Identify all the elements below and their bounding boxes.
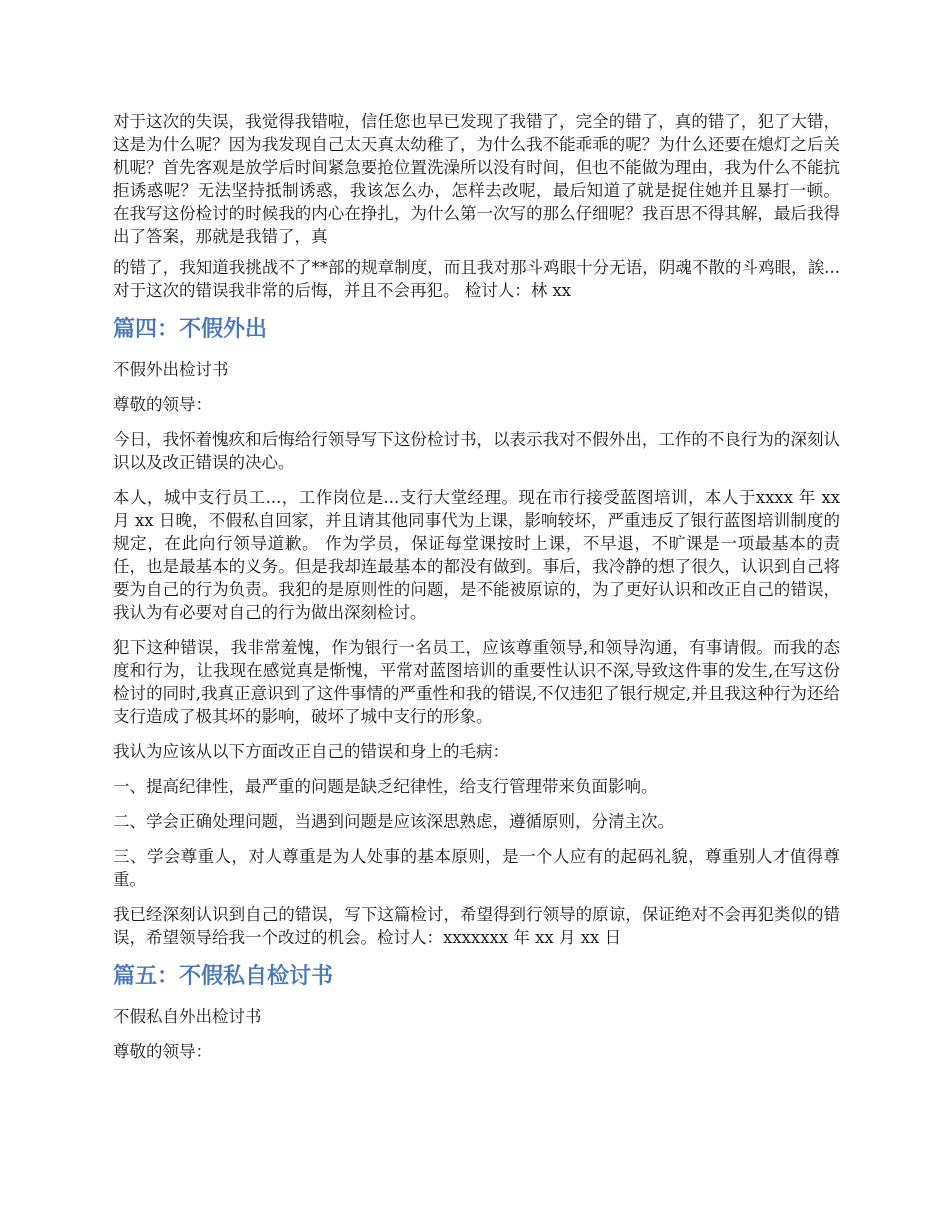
section-4-paragraph-4: 我认为应该从以下方面改正自己的错误和身上的毛病： bbox=[113, 742, 509, 761]
section-5-heading: 篇五：不假私自检讨书 bbox=[113, 964, 334, 989]
section-4-heading: 篇四：不假外出 bbox=[113, 317, 268, 342]
section-4-salutation: 尊敬的领导： bbox=[113, 395, 212, 414]
section-4-list-item-2: 二、学会正确处理问题，当遇到问题是应该深思熟虑，遵循原则，分清主次。 bbox=[113, 812, 674, 831]
section-4-closing: 我已经深刻认识到自己的错误，写下这篇检讨，希望得到行领导的原谅，保证绝对不会再犯类似的错误，希望领导给我一个改过的机会。检讨人：xxxxxxx 年 xx 月 xx 日 bbox=[113, 905, 840, 947]
section-4-title: 不假外出检讨书 bbox=[113, 360, 229, 379]
section-4-paragraph-1: 今日，我怀着愧疚和后悔给行领导写下这份检讨书，以表示我对不假外出，工作的不良行为的深刻认识以及改正错误的决心。 bbox=[113, 430, 840, 472]
section-5-salutation: 尊敬的领导： bbox=[113, 1042, 212, 1061]
section-4-list-item-1: 一、提高纪律性，最严重的问题是缺乏纪律性，给支行管理带来负面影响。 bbox=[113, 777, 658, 796]
section-4-list-item-3: 三、学会尊重人，对人尊重是为人处事的基本原则，是一个人应有的起码礼貌，尊重别人才值得尊重。 bbox=[113, 847, 840, 889]
document-body bbox=[113, 110, 840, 1075]
intro-paragraph-1: 对于这次的失误，我觉得我错啦，信任您也早已发现了我错了，完全的错了，真的错了，犯了大错，这是为什么呢？因为我发现自己太天真太幼稚了，为什么我不能乖乖的呢？为什么还要在熄灯之后关机呢？首先客观是放学后时间紧急要抢位置洗澡所以没有时间，但也不能做为理由，我为什么不能抗拒诱惑呢？无法坚持抵制诱惑，我该怎么办，怎样去改呢，最后知道了就是捉住她并且暴打一顿。 在我写这份检讨的时候我的内心在挣扎，为什么第一次写的那么仔细呢？我百思不得其解，最后我得出了答案，那就是我错了，真 bbox=[113, 112, 840, 246]
section-5-title: 不假私自外出检讨书 bbox=[113, 1007, 262, 1026]
section-4-paragraph-2: 本人，城中支行员工...，工作岗位是...支行大堂经理。现在市行接受蓝图培训，本人于xxxx 年 xx 月 xx 日晚，不假私自回家，并且请其他同事代为上课，影响较坏，严重违反了银行蓝图培训制度的规定，在此向行领导道歉。 作为学员，保证每堂课按时上课，不早退，不旷课是一项最基本的责任，也是最基本的义务。但是我却连最基本的都没有做到。事后，我冷静的想了很久，认识到自己将要为自己的行为负责。我犯的是原则性的问题，是不能被原谅的，为了更好认识和改正自己的错误，我认为有必要对自己的行为做出深刻检讨。 bbox=[113, 488, 840, 622]
intro-paragraph-2: 的错了，我知道我挑战不了**部的规章制度，而且我对那斗鸡眼十分无语，阴魂不散的斗鸡眼，誒... 对于这次的错误我非常的后悔，并且不会再犯。 检讨人：林 xx bbox=[113, 258, 840, 300]
section-4-paragraph-3: 犯下这种错误，我非常羞愧，作为银行一名员工，应该尊重领导,和领导沟通，有事请假。而我的态度和行为，让我现在感觉真是惭愧，平常对蓝图培训的重要性认识不深,导致这件事的发生,在写这份检讨的同时,我真正意识到了这件事情的严重性和我的错误,不仅违犯了银行规定,并且我这种行为还给支行造成了极其坏的影响，破坏了城中支行的形象。 bbox=[113, 638, 840, 726]
